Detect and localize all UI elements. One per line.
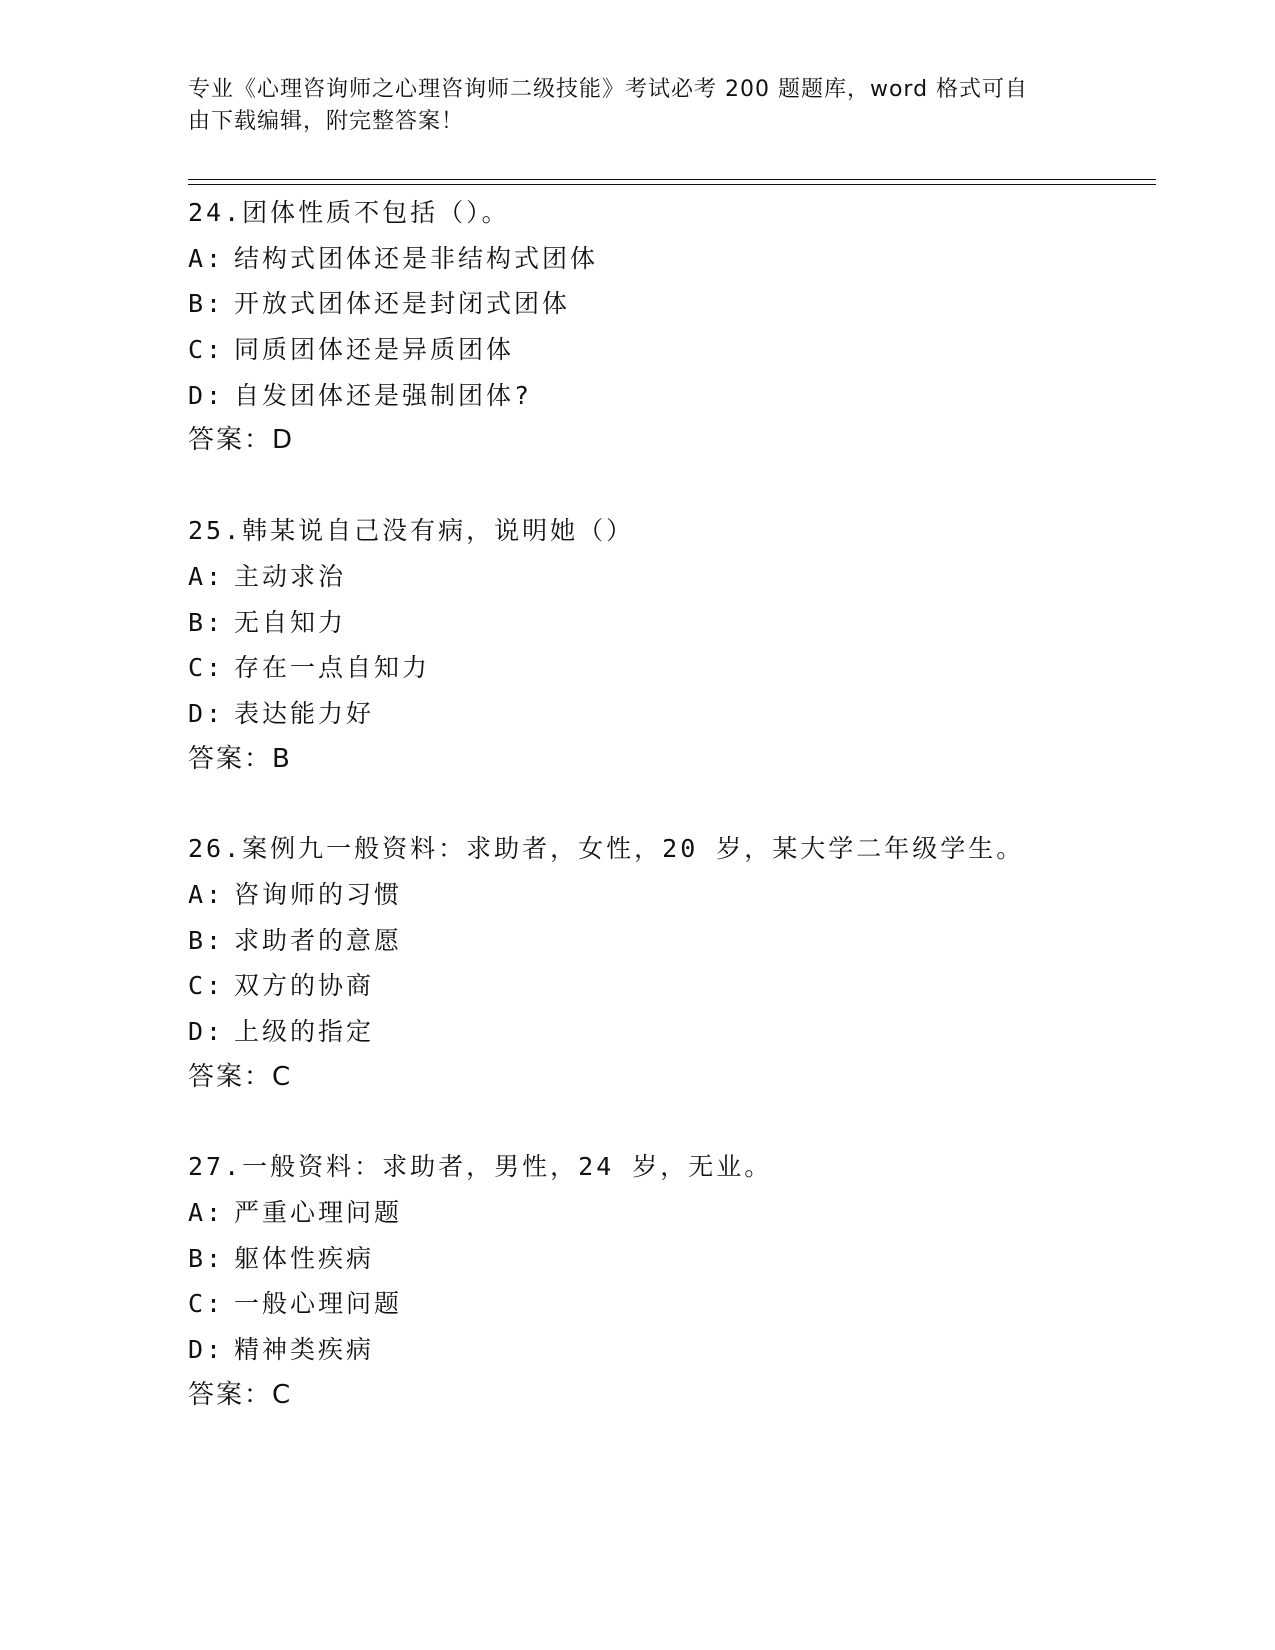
answer: 答案：C [188, 1379, 293, 1410]
answer: 答案：B [188, 743, 292, 774]
option-c [188, 645, 1156, 691]
answer: 答案：C [188, 1061, 293, 1092]
question-stem: 24.团体性质不包括（）。 [188, 198, 510, 227]
question-stem: 27.一般资料：求助者，男性，24 岁，无业。 [188, 1152, 773, 1182]
option-text: 自发团体还是强制团体? [234, 380, 533, 410]
question-24 [188, 190, 1156, 464]
option-key: C: [188, 335, 225, 365]
option-key: C: [188, 653, 225, 683]
option-text: 双方的协商 [234, 971, 375, 1001]
option-d [188, 1009, 1156, 1055]
option-a [188, 554, 1156, 600]
option-a [188, 1190, 1156, 1236]
answer: 答案：D [188, 425, 295, 456]
option-text: 表达能力好 [234, 698, 375, 728]
option-text: 结构式团体还是非结构式团体 [234, 243, 599, 273]
question-25 [188, 508, 1156, 782]
option-key: A: [188, 1198, 225, 1228]
option-text: 躯体性疾病 [234, 1243, 375, 1273]
option-text: 同质团体还是异质团体 [234, 335, 515, 365]
option-b [188, 600, 1156, 646]
option-text: 主动求治 [234, 561, 347, 591]
question-26 [188, 826, 1156, 1100]
header-line-2: 由下载编辑，附完整答案！ [188, 109, 465, 134]
option-key: D: [188, 698, 225, 728]
option-text: 咨询师的习惯 [234, 879, 403, 909]
option-d [188, 691, 1156, 737]
option-key: A: [188, 561, 225, 591]
option-d [188, 1327, 1156, 1373]
option-b [188, 918, 1156, 964]
option-text: 一般心理问题 [234, 1289, 403, 1319]
option-key: B: [188, 607, 225, 637]
option-a [188, 236, 1156, 282]
option-text: 存在一点自知力 [234, 653, 431, 683]
header-divider-top [188, 179, 1156, 180]
option-b [188, 1236, 1156, 1282]
option-c [188, 963, 1156, 1009]
option-d [188, 373, 1156, 419]
header-divider-bottom [188, 184, 1156, 185]
option-a [188, 872, 1156, 918]
document-header [188, 74, 1068, 138]
option-key: B: [188, 1243, 225, 1273]
option-key: C: [188, 1289, 225, 1319]
option-key: B: [188, 925, 225, 955]
option-c [188, 327, 1156, 373]
option-key: D: [188, 380, 225, 410]
option-key: A: [188, 879, 225, 909]
option-key: A: [188, 243, 225, 273]
question-stem: 25.韩某说自己没有病，说明她（） [188, 516, 635, 546]
option-text: 精神类疾病 [234, 1335, 375, 1365]
option-key: B: [188, 289, 225, 319]
question-list [188, 190, 1156, 1463]
question-stem: 26.案例九一般资料：求助者，女性，20 岁，某大学二年级学生。 [188, 834, 1025, 864]
option-text: 无自知力 [234, 607, 347, 637]
option-c [188, 1281, 1156, 1327]
option-text: 严重心理问题 [234, 1198, 403, 1228]
option-key: D: [188, 1335, 225, 1365]
option-b [188, 281, 1156, 327]
option-text: 求助者的意愿 [234, 925, 403, 955]
question-27 [188, 1144, 1156, 1418]
option-text: 开放式团体还是封闭式团体 [234, 289, 571, 319]
header-line-1: 专业《心理咨询师之心理咨询师二级技能》考试必考 200 题题库，word 格式可自 [188, 77, 1029, 102]
option-text: 上级的指定 [234, 1017, 375, 1046]
option-key: D: [188, 1017, 225, 1046]
option-key: C: [188, 971, 225, 1001]
